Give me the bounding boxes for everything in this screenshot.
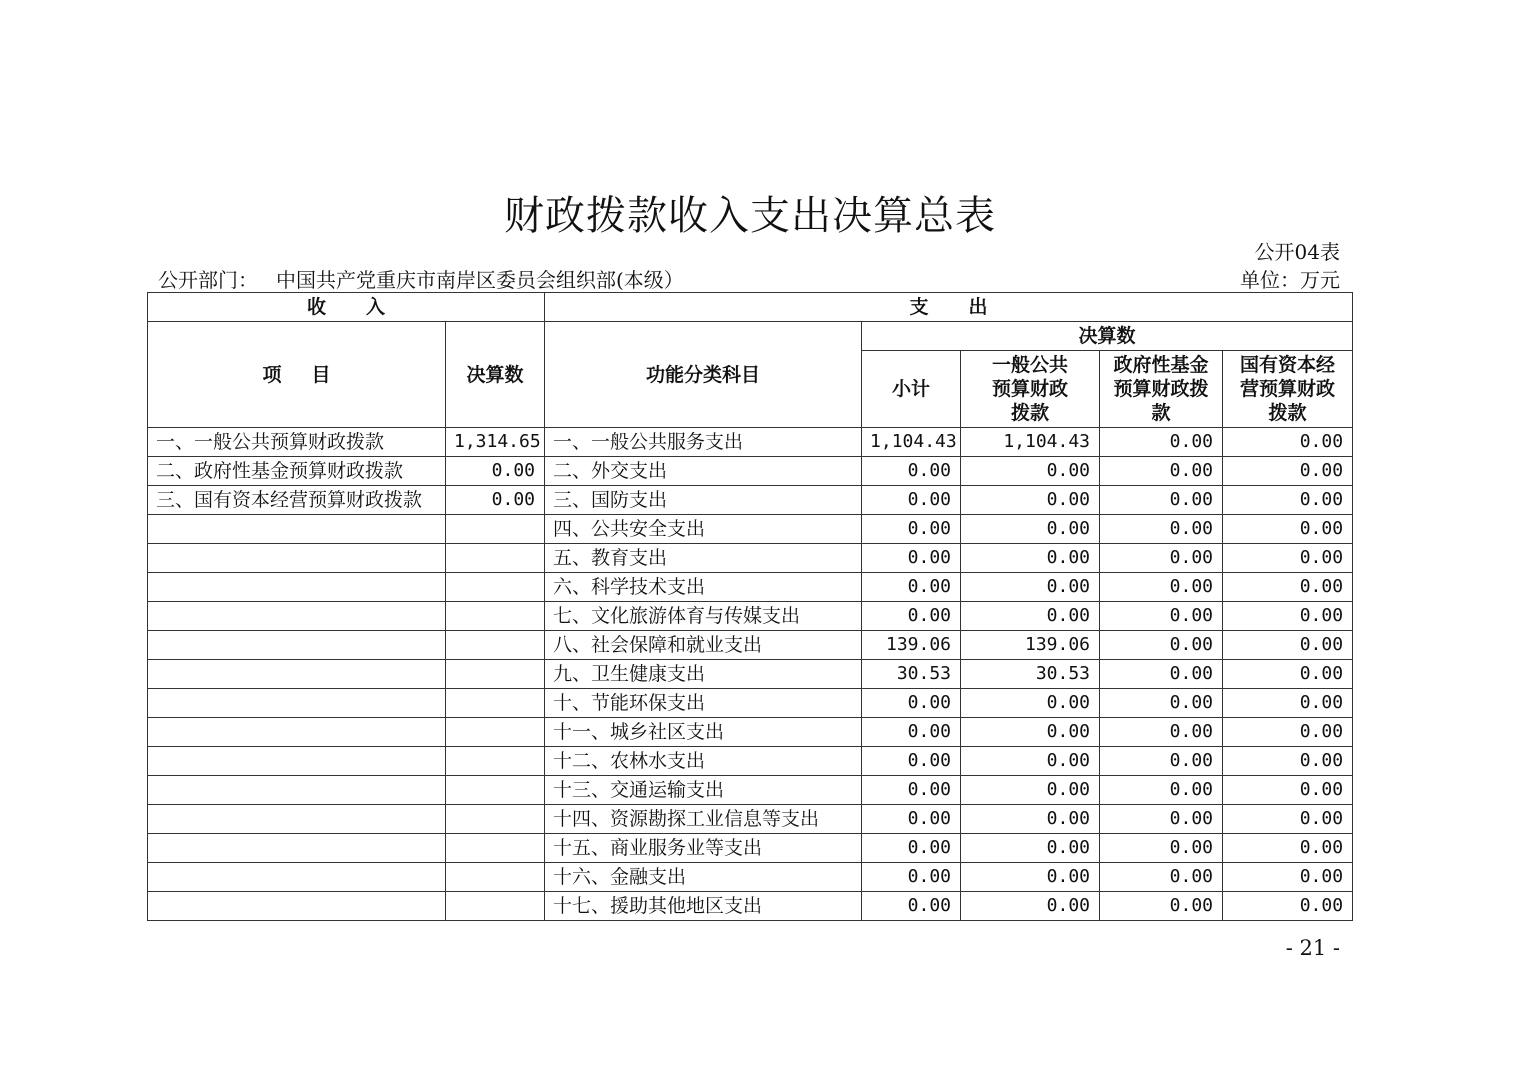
- gov-fund-cell: 0.00: [1100, 602, 1223, 631]
- state-capital-cell: 0.00: [1223, 631, 1353, 660]
- budget-table: [147, 292, 1353, 921]
- table-row: [148, 602, 1353, 631]
- gov-fund-cell: 0.00: [1100, 747, 1223, 776]
- state-capital-cell: 0.00: [1223, 776, 1353, 805]
- department-label: 公开部门：: [158, 268, 258, 292]
- gov-fund-cell: 0.00: [1100, 805, 1223, 834]
- form-number: 公开04表: [1254, 240, 1340, 264]
- state-capital-cell: 0.00: [1223, 573, 1353, 602]
- subtotal-cell: 0.00: [862, 834, 961, 863]
- gov-fund-cell: 0.00: [1100, 486, 1223, 515]
- gov-fund-cell: 0.00: [1100, 573, 1223, 602]
- income-amount-cell: 1,314.65: [446, 428, 545, 457]
- header-func-class: 功能分类科目: [545, 322, 862, 428]
- gov-fund-cell: 0.00: [1100, 892, 1223, 921]
- general-budget-cell: 0.00: [961, 892, 1100, 921]
- table-row: [148, 747, 1353, 776]
- table-row: [148, 776, 1353, 805]
- state-capital-cell: 0.00: [1223, 486, 1353, 515]
- state-capital-cell: 0.00: [1223, 747, 1353, 776]
- page-title: 财政拨款收入支出决算总表: [504, 193, 996, 239]
- state-capital-cell: 0.00: [1223, 834, 1353, 863]
- page-number: - 21 -: [1285, 936, 1340, 960]
- table-row: [148, 718, 1353, 747]
- func-class-cell: 二、外交支出: [545, 457, 862, 486]
- table-row: [148, 805, 1353, 834]
- income-item-cell: [148, 544, 446, 573]
- func-class-cell: 十二、农林水支出: [545, 747, 862, 776]
- income-item-cell: [148, 718, 446, 747]
- func-class-cell: 十六、金融支出: [545, 863, 862, 892]
- header-gov-fund: 政府性基金预算财政拨款: [1100, 351, 1223, 428]
- subtotal-cell: 0.00: [862, 486, 961, 515]
- func-class-cell: 九、卫生健康支出: [545, 660, 862, 689]
- gov-fund-cell: 0.00: [1100, 457, 1223, 486]
- func-class-cell: 十、节能环保支出: [545, 689, 862, 718]
- income-item-cell: [148, 573, 446, 602]
- table-row: [148, 573, 1353, 602]
- table-row: [148, 544, 1353, 573]
- func-class-cell: 一、一般公共服务支出: [545, 428, 862, 457]
- subtotal-cell: 0.00: [862, 892, 961, 921]
- income-amount-cell: [446, 892, 545, 921]
- table-body: [148, 428, 1353, 921]
- income-amount-cell: 0.00: [446, 486, 545, 515]
- department-line: [158, 264, 684, 293]
- func-class-cell: 十五、商业服务业等支出: [545, 834, 862, 863]
- header-final-amount-group: 决算数: [862, 322, 1353, 351]
- income-item-cell: [148, 660, 446, 689]
- subtotal-cell: 0.00: [862, 718, 961, 747]
- general-budget-cell: 0.00: [961, 747, 1100, 776]
- func-class-cell: 四、公共安全支出: [545, 515, 862, 544]
- income-amount-cell: [446, 689, 545, 718]
- gov-fund-cell: 0.00: [1100, 689, 1223, 718]
- gov-fund-cell: 0.00: [1100, 428, 1223, 457]
- department-name: 中国共产党重庆市南岸区委员会组织部(本级）: [276, 268, 684, 292]
- income-amount-cell: [446, 631, 545, 660]
- header-general-budget: 一般公共预算财政拨款: [961, 351, 1100, 428]
- subtotal-cell: 1,104.43: [862, 428, 961, 457]
- income-item-cell: [148, 689, 446, 718]
- gov-fund-cell: 0.00: [1100, 776, 1223, 805]
- gov-fund-cell: 0.00: [1100, 834, 1223, 863]
- subtotal-cell: 0.00: [862, 573, 961, 602]
- header-expense: 支出: [545, 293, 1353, 322]
- general-budget-cell: 139.06: [961, 631, 1100, 660]
- table-row: [148, 660, 1353, 689]
- func-class-cell: 十三、交通运输支出: [545, 776, 862, 805]
- unit-label: 单位：万元: [1240, 268, 1340, 292]
- income-amount-cell: [446, 776, 545, 805]
- income-amount-cell: [446, 718, 545, 747]
- table-row: [148, 486, 1353, 515]
- general-budget-cell: 0.00: [961, 718, 1100, 747]
- income-amount-cell: [446, 805, 545, 834]
- state-capital-cell: 0.00: [1223, 602, 1353, 631]
- income-item-cell: 三、国有资本经营预算财政拨款: [148, 486, 446, 515]
- subtotal-cell: 0.00: [862, 776, 961, 805]
- income-amount-cell: [446, 747, 545, 776]
- general-budget-cell: 0.00: [961, 863, 1100, 892]
- state-capital-cell: 0.00: [1223, 863, 1353, 892]
- table-row: [148, 834, 1353, 863]
- table-row: [148, 631, 1353, 660]
- subtotal-cell: 0.00: [862, 863, 961, 892]
- general-budget-cell: 0.00: [961, 689, 1100, 718]
- state-capital-cell: 0.00: [1223, 718, 1353, 747]
- income-item-cell: [148, 515, 446, 544]
- state-capital-cell: 0.00: [1223, 689, 1353, 718]
- general-budget-cell: 0.00: [961, 834, 1100, 863]
- func-class-cell: 三、国防支出: [545, 486, 862, 515]
- table-row: [148, 515, 1353, 544]
- subtotal-cell: 0.00: [862, 689, 961, 718]
- income-item-cell: [148, 747, 446, 776]
- state-capital-cell: 0.00: [1223, 805, 1353, 834]
- general-budget-cell: 0.00: [961, 486, 1100, 515]
- state-capital-cell: 0.00: [1223, 544, 1353, 573]
- general-budget-cell: 0.00: [961, 573, 1100, 602]
- income-item-cell: [148, 892, 446, 921]
- subtotal-cell: 0.00: [862, 805, 961, 834]
- state-capital-cell: 0.00: [1223, 515, 1353, 544]
- income-item-cell: [148, 805, 446, 834]
- general-budget-cell: 0.00: [961, 602, 1100, 631]
- gov-fund-cell: 0.00: [1100, 863, 1223, 892]
- income-amount-cell: [446, 834, 545, 863]
- general-budget-cell: 30.53: [961, 660, 1100, 689]
- subtotal-cell: 0.00: [862, 747, 961, 776]
- general-budget-cell: 0.00: [961, 805, 1100, 834]
- income-item-cell: [148, 863, 446, 892]
- income-item-cell: 一、一般公共预算财政拨款: [148, 428, 446, 457]
- state-capital-cell: 0.00: [1223, 457, 1353, 486]
- income-item-cell: [148, 834, 446, 863]
- func-class-cell: 六、科学技术支出: [545, 573, 862, 602]
- subtotal-cell: 139.06: [862, 631, 961, 660]
- income-amount-cell: [446, 602, 545, 631]
- income-item-cell: 二、政府性基金预算财政拨款: [148, 457, 446, 486]
- header-state-capital: 国有资本经营预算财政拨款: [1223, 351, 1353, 428]
- func-class-cell: 十四、资源勘探工业信息等支出: [545, 805, 862, 834]
- table-row: [148, 428, 1353, 457]
- subtotal-cell: 0.00: [862, 544, 961, 573]
- general-budget-cell: 1,104.43: [961, 428, 1100, 457]
- table-row: [148, 863, 1353, 892]
- func-class-cell: 八、社会保障和就业支出: [545, 631, 862, 660]
- state-capital-cell: 0.00: [1223, 428, 1353, 457]
- income-item-cell: [148, 776, 446, 805]
- gov-fund-cell: 0.00: [1100, 660, 1223, 689]
- income-amount-cell: [446, 573, 545, 602]
- subtotal-cell: 0.00: [862, 515, 961, 544]
- func-class-cell: 十七、援助其他地区支出: [545, 892, 862, 921]
- table-row: [148, 689, 1353, 718]
- header-item: 项目: [148, 322, 446, 428]
- func-class-cell: 七、文化旅游体育与传媒支出: [545, 602, 862, 631]
- gov-fund-cell: 0.00: [1100, 544, 1223, 573]
- income-item-cell: [148, 602, 446, 631]
- general-budget-cell: 0.00: [961, 776, 1100, 805]
- state-capital-cell: 0.00: [1223, 892, 1353, 921]
- header-income: 收入: [148, 293, 545, 322]
- header-final-amount: 决算数: [446, 322, 545, 428]
- general-budget-cell: 0.00: [961, 544, 1100, 573]
- income-item-cell: [148, 631, 446, 660]
- income-amount-cell: 0.00: [446, 457, 545, 486]
- subtotal-cell: 0.00: [862, 457, 961, 486]
- table-row: [148, 457, 1353, 486]
- income-amount-cell: [446, 863, 545, 892]
- income-amount-cell: [446, 515, 545, 544]
- state-capital-cell: 0.00: [1223, 660, 1353, 689]
- header-subtotal: 小计: [862, 351, 961, 428]
- gov-fund-cell: 0.00: [1100, 631, 1223, 660]
- income-amount-cell: [446, 544, 545, 573]
- func-class-cell: 十一、城乡社区支出: [545, 718, 862, 747]
- subtotal-cell: 0.00: [862, 602, 961, 631]
- general-budget-cell: 0.00: [961, 515, 1100, 544]
- subtotal-cell: 30.53: [862, 660, 961, 689]
- func-class-cell: 五、教育支出: [545, 544, 862, 573]
- gov-fund-cell: 0.00: [1100, 515, 1223, 544]
- general-budget-cell: 0.00: [961, 457, 1100, 486]
- table-row: [148, 892, 1353, 921]
- gov-fund-cell: 0.00: [1100, 718, 1223, 747]
- income-amount-cell: [446, 660, 545, 689]
